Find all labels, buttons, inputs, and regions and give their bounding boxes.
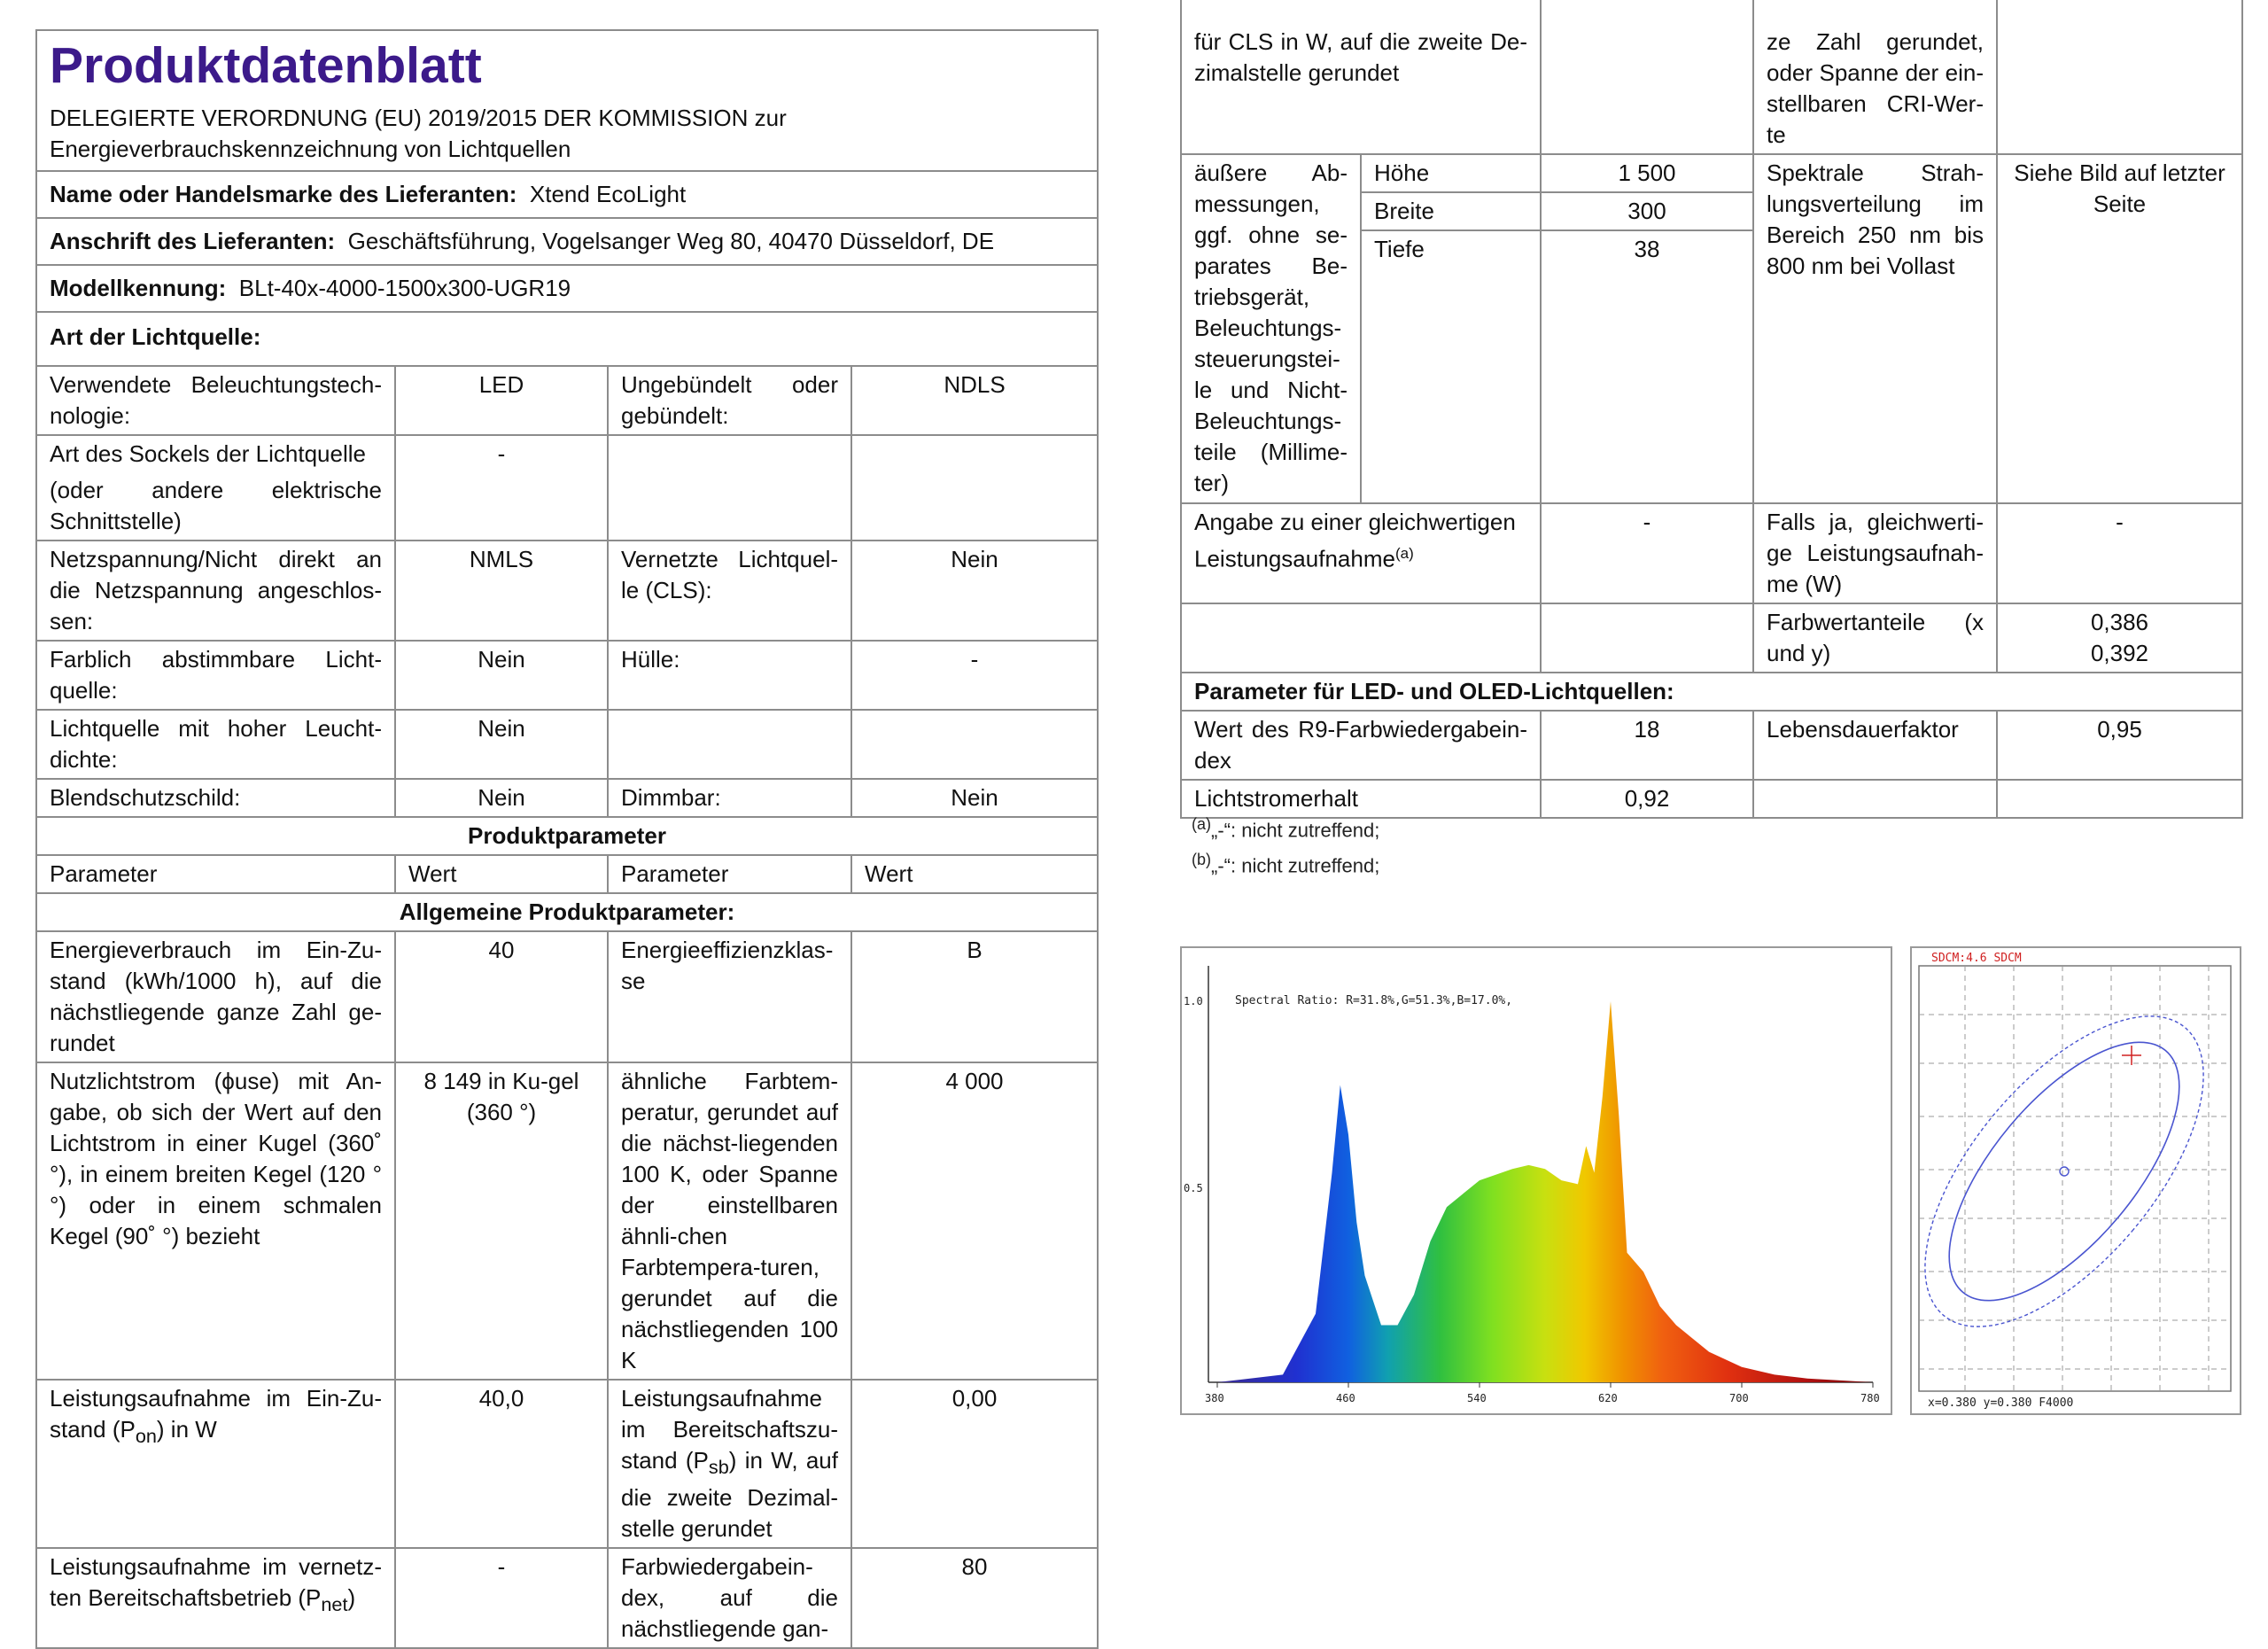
supplier-value: Xtend EcoLight xyxy=(529,181,687,207)
life-label: Lebensdauerfaktor xyxy=(1753,711,1997,780)
page-title: Produktdatenblatt xyxy=(50,37,482,94)
cell-value xyxy=(1541,0,1753,154)
cell-label: Energieverbrauch im Ein-Zu-stand (kWh/1000 h), auf die nächstliegende ganze Zahl ge-rundet xyxy=(36,931,395,1062)
table-row xyxy=(1181,711,2242,780)
cell-empty xyxy=(1541,603,1753,673)
footnote-b-sup: (b) xyxy=(1192,851,1211,868)
pon-label-end: ) in W xyxy=(156,1416,217,1443)
cell-label xyxy=(36,1380,395,1548)
cell-label: Vernetzte Lichtquel-le (CLS): xyxy=(608,541,851,641)
light-source-type-label: Art der Lichtquelle: xyxy=(36,312,1098,366)
height-label: Höhe xyxy=(1361,154,1541,192)
cell-value: 40,0 xyxy=(395,1380,608,1548)
cell-value: Nein xyxy=(395,779,608,817)
table-row xyxy=(36,541,1098,641)
cell-value xyxy=(851,435,1098,541)
cell-label xyxy=(608,1380,851,1548)
cie-frame xyxy=(1919,966,2231,1391)
table-row xyxy=(36,366,1098,435)
table-header-row xyxy=(36,855,1098,893)
cell-label: ähnliche Farbtem-peratur, gerundet auf die nächst-liegenden 100 K, oder Spanne der einstellbaren ähnli-chen Farbtempera-turen, gerundet auf die nächstliegenden 100 K xyxy=(608,1062,851,1380)
x-tick-label: 620 xyxy=(1598,1392,1618,1404)
cell-value xyxy=(1997,0,2242,154)
footnote-a-sup: (a) xyxy=(1192,815,1211,833)
cell-value: - xyxy=(395,435,608,541)
maintenance-label: Lichtstromerhalt xyxy=(1181,780,1541,818)
model-row xyxy=(36,265,1098,312)
equiv-label: Angabe zu einer gleichwertigen Leistungsaufnahme xyxy=(1194,509,1516,572)
cell-label: Netzspannung/Nicht direkt an die Netzspannung angeschlos-sen: xyxy=(36,541,395,641)
column-header: Wert xyxy=(851,855,1098,893)
maintenance-value: 0,92 xyxy=(1541,780,1753,818)
spectrum-value: Siehe Bild auf letzter Seite xyxy=(1997,154,2242,503)
address-label: Anschrift des Lieferanten: xyxy=(50,228,336,254)
column-header: Wert xyxy=(395,855,608,893)
cell-value: 8 149 in Ku-gel (360 °) xyxy=(395,1062,608,1380)
depth-label: Tiefe xyxy=(1361,230,1541,503)
pnet-label: Leistungsaufnahme im vernetz-ten Bereitschaftsbetrieb (P xyxy=(50,1553,382,1612)
chroma-label: Farbwertanteile (x und y) xyxy=(1753,603,1997,673)
cell-label: Verwendete Beleuchtungstech-nologie: xyxy=(36,366,395,435)
dimensions-label: äußere Ab-messungen, ggf. ohne se-parates Be-triebsgerät, Beleuchtungs-steuerungstei-le und Nicht-Beleuchtungs-teile (Millime-ter) xyxy=(1181,154,1361,503)
measured-point-marker xyxy=(2122,1046,2141,1065)
cell-label: Energieeffizienzklas-se xyxy=(608,931,851,1062)
column-header: Parameter xyxy=(36,855,395,893)
sdcm-ellipse-inner xyxy=(1912,1005,2220,1338)
chroma-values xyxy=(1997,603,2242,673)
cell-label xyxy=(608,435,851,541)
table-row xyxy=(1181,503,2242,603)
cell-value: B xyxy=(851,931,1098,1062)
section-title-product-params: Produktparameter xyxy=(36,817,1098,855)
cell-empty xyxy=(1181,603,1541,673)
table-row xyxy=(1181,0,2242,154)
life-value: 0,95 xyxy=(1997,711,2242,780)
x-tick-label: 460 xyxy=(1336,1392,1355,1404)
table-row xyxy=(36,435,1098,541)
datasheet-table-left xyxy=(35,29,1099,1649)
table-row xyxy=(36,931,1098,1062)
y-tick-label: 0.5 xyxy=(1184,1182,1203,1194)
cell-value: NMLS xyxy=(395,541,608,641)
psb-sub: sb xyxy=(708,1456,729,1479)
cell-label: Farblich abstimmbare Licht-quelle: xyxy=(36,641,395,710)
r9-value: 18 xyxy=(1541,711,1753,780)
pon-sub: on xyxy=(135,1425,157,1448)
depth-value: 38 xyxy=(1541,230,1753,503)
cell-label: Lichtquelle mit hoher Leucht-dichte: xyxy=(36,710,395,779)
width-value: 300 xyxy=(1541,192,1753,230)
r9-label: Wert des R9-Farbwiedergabein-dex xyxy=(1181,711,1541,780)
width-label: Breite xyxy=(1361,192,1541,230)
right-page xyxy=(1180,0,2241,819)
cell-value: - xyxy=(851,641,1098,710)
spectrum-chart xyxy=(1180,946,1892,1415)
address-row xyxy=(36,218,1098,265)
datasheet-table-right xyxy=(1180,0,2243,819)
cell-label: Nutzlichtstrom (ϕuse) mit An-gabe, ob sich der Wert auf den Lichtstrom in einer Kugel (360˚ °), in einem breiten Kegel (120 °°) oder in einem schmalen Kegel (90˚ °) bezieht xyxy=(36,1062,395,1380)
cell-value: 80 xyxy=(851,1548,1098,1648)
address-value: Geschäftsführung, Vogelsanger Weg 80, 40470 Düsseldorf, DE xyxy=(347,228,995,254)
column-header: Parameter xyxy=(608,855,851,893)
cie-grid xyxy=(1919,966,2231,1391)
section-title-led: Parameter für LED- und OLED-Lichtquellen: xyxy=(1181,673,2242,711)
cell-label: für CLS in W, auf die zweite De-zimalstelle gerundet xyxy=(1181,0,1541,154)
footnote-a xyxy=(1192,815,1379,842)
footnote-a-text: „-“: nicht zutreffend; xyxy=(1211,819,1380,842)
cell-label: Ungebündelt oder gebündelt: xyxy=(608,366,851,435)
sdcm-ellipse-outer xyxy=(1912,969,2240,1373)
psb-label-end: ) in W, auf die zweite Dezimal-stelle gerundet xyxy=(621,1447,838,1543)
socket-label-note: (oder andere elektrische Schnittstelle) xyxy=(50,477,382,534)
pnet-sub: net xyxy=(321,1593,348,1616)
footnote-b xyxy=(1192,851,1379,877)
target-point xyxy=(2060,1167,2069,1176)
footnote-b-text: „-“: nicht zutreffend; xyxy=(1211,854,1380,877)
cell-value: 0,00 xyxy=(851,1380,1098,1548)
spectrum-svg xyxy=(1182,948,1891,1413)
supplier-label: Name oder Handelsmarke des Lieferanten: xyxy=(50,181,517,207)
equiv-if-value: - xyxy=(1997,503,2242,603)
cie-chart xyxy=(1910,946,2241,1415)
cell-label: Dimmbar: xyxy=(608,779,851,817)
table-row xyxy=(1181,154,2242,192)
cell-value: 4 000 xyxy=(851,1062,1098,1380)
cell-value: 40 xyxy=(395,931,608,1062)
cell-label: ze Zahl gerundet, oder Spanne der ein-stellbaren CRI-Wer-te xyxy=(1753,0,1997,154)
y-tick-label: 1.0 xyxy=(1184,995,1203,1007)
header-cell xyxy=(36,30,1098,171)
cell-value: Nein xyxy=(851,779,1098,817)
regulation-text: DELEGIERTE VERORDNUNG (EU) 2019/2015 DER KOMMISSION zur Energieverbrauchskennzeichnung von Lichtquellen xyxy=(50,105,787,162)
model-label: Modellkennung: xyxy=(50,275,227,301)
table-row xyxy=(36,1062,1098,1380)
cell-value: Nein xyxy=(395,710,608,779)
psb-label: Leistungsaufnahme im Bereitschaftszu-stand (P xyxy=(621,1385,838,1474)
spectrum-label: Spektrale Strah-lungsverteilung im Bereich 250 nm bis 800 nm bei Vollast xyxy=(1753,154,1997,503)
chroma-y: 0,392 xyxy=(2090,640,2149,666)
equiv-label-cell xyxy=(1181,503,1541,603)
sdcm-text: SDCM:4.6 SDCM xyxy=(1931,952,2022,965)
pnet-label-end: ) xyxy=(347,1584,356,1612)
x-tick-label: 700 xyxy=(1729,1392,1749,1404)
pon-label: Leistungsaufnahme im Ein-Zu-stand (P xyxy=(50,1385,382,1443)
cie-svg xyxy=(1912,948,2240,1413)
cell-value xyxy=(851,710,1098,779)
cell-label: Hülle: xyxy=(608,641,851,710)
spectral-ratio-text: Spectral Ratio: R=31.8%,G=51.3%,B=17.0%, xyxy=(1235,994,1513,1007)
equiv-value: - xyxy=(1541,503,1753,603)
table-row xyxy=(36,1548,1098,1648)
spectrum-area xyxy=(1217,1001,1873,1382)
cell-value: Nein xyxy=(851,541,1098,641)
cell-label xyxy=(608,710,851,779)
cell-label xyxy=(36,1548,395,1648)
cie-readout: x=0.380 y=0.380 F4000 xyxy=(1928,1396,2074,1410)
cell-empty xyxy=(1753,780,1997,818)
chroma-x: 0,386 xyxy=(2090,609,2149,635)
supplier-row xyxy=(36,171,1098,218)
height-value: 1 500 xyxy=(1541,154,1753,192)
x-tick-label: 780 xyxy=(1860,1392,1880,1404)
cell-value: Nein xyxy=(395,641,608,710)
equiv-sup: (a) xyxy=(1394,545,1414,562)
x-tick-label: 380 xyxy=(1205,1392,1224,1404)
cell-label: Farbwiedergabein-dex, auf die nächstliegende gan- xyxy=(608,1548,851,1648)
cell-value: - xyxy=(395,1548,608,1648)
table-row xyxy=(1181,603,2242,673)
table-row xyxy=(36,641,1098,710)
left-page xyxy=(35,29,1097,1649)
cell-empty xyxy=(1997,780,2242,818)
socket-label: Art des Sockels der Lichtquelle xyxy=(50,440,366,467)
model-value: BLt-40x-4000-1500x300-UGR19 xyxy=(238,275,571,301)
section-title-general: Allgemeine Produktparameter: xyxy=(36,893,1098,931)
table-row xyxy=(36,710,1098,779)
cell-label: Blendschutzschild: xyxy=(36,779,395,817)
cell-label xyxy=(36,435,395,541)
x-tick-label: 540 xyxy=(1467,1392,1487,1404)
cell-value: LED xyxy=(395,366,608,435)
table-row xyxy=(36,779,1098,817)
cell-value: NDLS xyxy=(851,366,1098,435)
equiv-if-label: Falls ja, gleichwerti-ge Leistungsaufnah-me (W) xyxy=(1753,503,1997,603)
table-row xyxy=(36,1380,1098,1548)
x-ticks xyxy=(1205,1382,1880,1404)
table-row xyxy=(1181,780,2242,818)
